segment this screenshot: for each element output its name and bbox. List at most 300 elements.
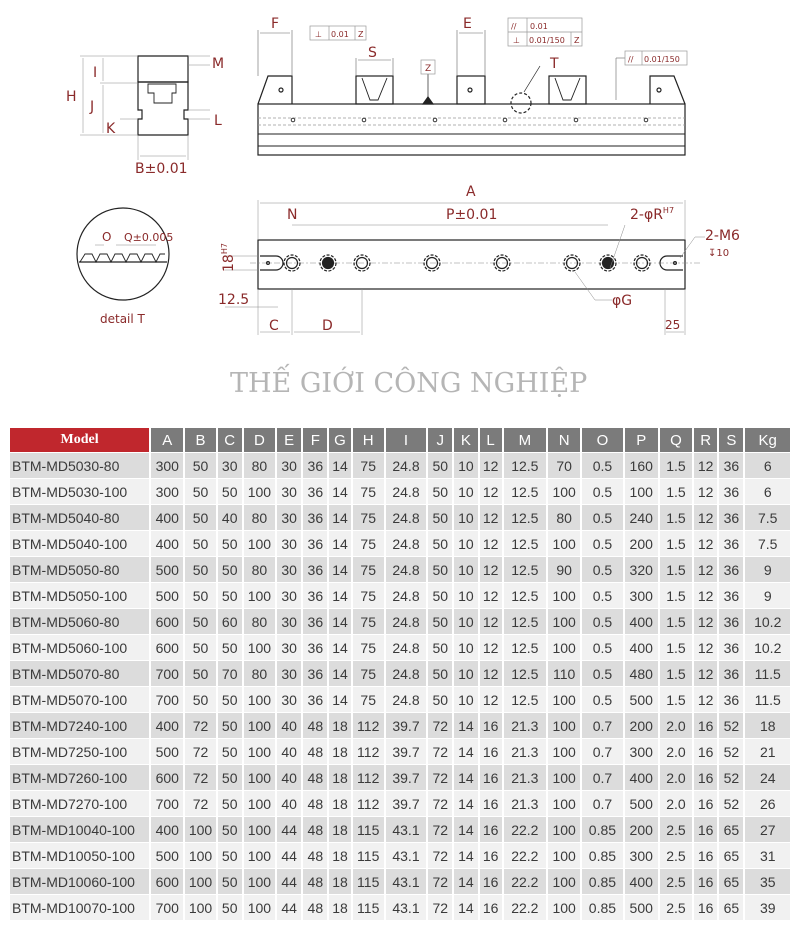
model-cell: BTM-MD10070-100 [10,895,149,920]
value-cell-p: 400 [625,869,658,894]
value-cell-kg: 39 [745,895,790,920]
value-cell-o: 0.7 [582,713,622,738]
column-header-kg: Kg [745,428,790,452]
value-cell-q: 2.5 [660,869,692,894]
front-view [258,18,687,155]
value-cell-b: 50 [185,661,215,686]
value-cell-f: 36 [303,453,327,478]
value-cell-e: 44 [277,869,301,894]
value-cell-e: 30 [277,661,301,686]
value-cell-kg: 26 [745,791,790,816]
value-cell-r: 12 [694,661,717,686]
datum-z-label: Z [425,64,432,74]
value-cell-kg: 24 [745,765,790,790]
table-row [10,817,790,842]
detail-t-marker: T [550,56,559,72]
table-row [10,479,790,504]
dim-12-5-label: 12.5 [218,292,250,308]
value-cell-r: 12 [694,687,717,712]
value-cell-g: 18 [329,739,350,764]
value-cell-m: 12.5 [504,453,546,478]
value-cell-f: 48 [303,817,327,842]
value-cell-n: 100 [548,687,580,712]
value-cell-l: 12 [480,479,502,504]
value-cell-o: 0.5 [582,687,622,712]
value-cell-q: 1.5 [660,505,692,530]
value-cell-q: 2.5 [660,843,692,868]
value-cell-r: 16 [694,895,717,920]
table-row [10,895,790,920]
value-cell-s: 36 [719,583,743,608]
table-header-row [10,428,790,452]
value-cell-l: 12 [480,635,502,660]
value-cell-s: 36 [719,661,743,686]
value-cell-i: 43.1 [386,817,426,842]
value-cell-p: 500 [625,687,658,712]
value-cell-k: 14 [454,791,477,816]
model-cell: BTM-MD7260-100 [10,765,149,790]
table-row [10,609,790,634]
value-cell-kg: 27 [745,817,790,842]
value-cell-i: 24.8 [386,583,426,608]
value-cell-d: 100 [244,791,275,816]
value-cell-f: 36 [303,635,327,660]
value-cell-p: 400 [625,765,658,790]
value-cell-h: 75 [353,635,384,660]
table-row [10,583,790,608]
value-cell-a: 600 [151,765,183,790]
value-cell-q: 1.5 [660,609,692,634]
value-cell-j: 72 [428,843,452,868]
value-cell-d: 100 [244,479,275,504]
value-cell-c: 40 [218,505,242,530]
value-cell-q: 1.5 [660,661,692,686]
value-cell-r: 16 [694,791,717,816]
value-cell-m: 12.5 [504,583,546,608]
value-cell-r: 12 [694,557,717,582]
value-cell-kg: 10.2 [745,609,790,634]
table-row [10,791,790,816]
value-cell-c: 50 [218,687,242,712]
value-cell-a: 400 [151,817,183,842]
model-cell: BTM-MD7250-100 [10,739,149,764]
value-cell-m: 21.3 [504,765,546,790]
value-cell-m: 12.5 [504,609,546,634]
value-cell-e: 44 [277,817,301,842]
value-cell-f: 48 [303,791,327,816]
value-cell-k: 14 [454,739,477,764]
value-cell-p: 400 [625,635,658,660]
value-cell-g: 18 [329,791,350,816]
dim-p-label: P±0.01 [446,207,498,223]
value-cell-n: 70 [548,453,580,478]
value-cell-kg: 35 [745,869,790,894]
column-header-c: C [218,428,242,452]
value-cell-h: 75 [353,531,384,556]
value-cell-h: 115 [353,817,384,842]
model-cell: BTM-MD5060-100 [10,635,149,660]
value-cell-kg: 31 [745,843,790,868]
value-cell-q: 2.5 [660,895,692,920]
value-cell-r: 12 [694,479,717,504]
value-cell-m: 21.3 [504,791,546,816]
value-cell-r: 16 [694,713,717,738]
value-cell-s: 52 [719,791,743,816]
value-cell-a: 400 [151,531,183,556]
value-cell-b: 72 [185,791,215,816]
value-cell-l: 16 [480,739,502,764]
value-cell-e: 30 [277,479,301,504]
value-cell-i: 39.7 [386,713,426,738]
model-cell: BTM-MD5040-80 [10,505,149,530]
value-cell-n: 100 [548,583,580,608]
value-cell-e: 30 [277,531,301,556]
model-cell: BTM-MD7270-100 [10,791,149,816]
model-cell: BTM-MD10050-100 [10,843,149,868]
column-header-f: F [303,428,327,452]
value-cell-f: 48 [303,895,327,920]
value-cell-s: 36 [719,687,743,712]
value-cell-c: 60 [218,609,242,634]
value-cell-i: 24.8 [386,661,426,686]
column-header-b: B [185,428,215,452]
value-cell-i: 24.8 [386,531,426,556]
tolerance-4-value: 0.01/150 [644,55,680,64]
dim-n-label: N [287,207,298,223]
value-cell-o: 0.85 [582,869,622,894]
value-cell-g: 14 [329,557,350,582]
value-cell-f: 36 [303,557,327,582]
column-header-i: I [386,428,426,452]
value-cell-p: 160 [625,453,658,478]
model-cell: BTM-MD5060-80 [10,609,149,634]
value-cell-i: 43.1 [386,895,426,920]
tolerance-3-symbol: ⊥ [513,36,520,45]
value-cell-g: 14 [329,505,350,530]
value-cell-d: 100 [244,869,275,894]
value-cell-s: 36 [719,505,743,530]
value-cell-m: 12.5 [504,557,546,582]
value-cell-k: 14 [454,817,477,842]
value-cell-kg: 6 [745,479,790,504]
value-cell-o: 0.5 [582,505,622,530]
value-cell-k: 10 [454,505,477,530]
value-cell-q: 1.5 [660,531,692,556]
value-cell-p: 200 [625,817,658,842]
value-cell-a: 400 [151,505,183,530]
value-cell-k: 14 [454,843,477,868]
value-cell-b: 72 [185,765,215,790]
value-cell-s: 65 [719,895,743,920]
value-cell-m: 22.2 [504,843,546,868]
value-cell-i: 39.7 [386,791,426,816]
value-cell-e: 40 [277,765,301,790]
table-row [10,843,790,868]
value-cell-f: 36 [303,661,327,686]
value-cell-o: 0.5 [582,609,622,634]
value-cell-s: 52 [719,739,743,764]
value-cell-b: 50 [185,687,215,712]
column-header-j: J [428,428,452,452]
value-cell-c: 50 [218,531,242,556]
value-cell-f: 36 [303,609,327,634]
value-cell-b: 100 [185,817,215,842]
value-cell-p: 240 [625,505,658,530]
column-header-e: E [277,428,301,452]
value-cell-f: 36 [303,479,327,504]
table-row [10,635,790,660]
value-cell-o: 0.5 [582,557,622,582]
value-cell-e: 40 [277,713,301,738]
technical-drawing [0,0,800,420]
value-cell-f: 36 [303,687,327,712]
value-cell-kg: 11.5 [745,661,790,686]
value-cell-l: 12 [480,557,502,582]
value-cell-c: 50 [218,817,242,842]
value-cell-r: 12 [694,453,717,478]
value-cell-i: 24.8 [386,687,426,712]
value-cell-h: 75 [353,687,384,712]
value-cell-n: 100 [548,713,580,738]
value-cell-j: 50 [428,583,452,608]
value-cell-b: 50 [185,479,215,504]
value-cell-b: 50 [185,609,215,634]
value-cell-q: 1.5 [660,479,692,504]
value-cell-q: 1.5 [660,557,692,582]
value-cell-b: 72 [185,739,215,764]
column-header-h: H [353,428,384,452]
value-cell-c: 50 [218,635,242,660]
value-cell-h: 75 [353,557,384,582]
value-cell-a: 500 [151,843,183,868]
value-cell-c: 50 [218,765,242,790]
value-cell-k: 14 [454,895,477,920]
value-cell-k: 14 [454,869,477,894]
value-cell-p: 300 [625,739,658,764]
value-cell-r: 16 [694,843,717,868]
value-cell-kg: 9 [745,557,790,582]
value-cell-l: 12 [480,609,502,634]
value-cell-e: 30 [277,609,301,634]
value-cell-h: 75 [353,609,384,634]
value-cell-i: 24.8 [386,635,426,660]
value-cell-l: 16 [480,869,502,894]
value-cell-i: 39.7 [386,765,426,790]
value-cell-q: 2.0 [660,739,692,764]
value-cell-k: 10 [454,687,477,712]
value-cell-h: 115 [353,869,384,894]
value-cell-j: 72 [428,895,452,920]
value-cell-e: 30 [277,453,301,478]
value-cell-n: 100 [548,791,580,816]
value-cell-j: 72 [428,869,452,894]
table-row [10,453,790,478]
model-cell: BTM-MD10040-100 [10,817,149,842]
value-cell-a: 300 [151,453,183,478]
value-cell-k: 10 [454,635,477,660]
value-cell-b: 50 [185,583,215,608]
value-cell-j: 50 [428,609,452,634]
value-cell-j: 50 [428,635,452,660]
value-cell-r: 16 [694,739,717,764]
value-cell-p: 100 [625,479,658,504]
column-header-p: P [625,428,658,452]
dim-c-label: C [269,318,279,334]
value-cell-c: 70 [218,661,242,686]
value-cell-n: 100 [548,531,580,556]
value-cell-e: 30 [277,505,301,530]
value-cell-n: 90 [548,557,580,582]
column-header-a: A [151,428,183,452]
dim-25-label: 25 [665,318,681,332]
dim-q-label: Q±0.005 [124,231,174,244]
value-cell-d: 100 [244,635,275,660]
value-cell-j: 50 [428,531,452,556]
value-cell-h: 75 [353,661,384,686]
value-cell-m: 21.3 [504,713,546,738]
value-cell-d: 80 [244,453,275,478]
value-cell-q: 1.5 [660,453,692,478]
value-cell-m: 12.5 [504,479,546,504]
value-cell-f: 48 [303,869,327,894]
value-cell-i: 24.8 [386,479,426,504]
dim-b-label: B±0.01 [135,161,188,177]
watermark: THẾ GIỚI CÔNG NGHIỆP [230,368,588,399]
value-cell-kg: 9 [745,583,790,608]
value-cell-e: 44 [277,895,301,920]
value-cell-b: 100 [185,843,215,868]
dim-depth-label: ↧10 [708,248,730,259]
value-cell-n: 100 [548,739,580,764]
value-cell-h: 112 [353,765,384,790]
table-row [10,687,790,712]
value-cell-h: 75 [353,479,384,504]
value-cell-d: 100 [244,687,275,712]
model-cell: BTM-MD5070-100 [10,687,149,712]
value-cell-o: 0.7 [582,791,622,816]
value-cell-r: 12 [694,583,717,608]
value-cell-g: 18 [329,843,350,868]
value-cell-n: 100 [548,635,580,660]
value-cell-g: 14 [329,479,350,504]
value-cell-p: 500 [625,791,658,816]
value-cell-p: 300 [625,843,658,868]
value-cell-j: 50 [428,687,452,712]
value-cell-j: 50 [428,479,452,504]
value-cell-c: 50 [218,583,242,608]
value-cell-o: 0.85 [582,817,622,842]
value-cell-o: 0.5 [582,453,622,478]
value-cell-s: 36 [719,531,743,556]
value-cell-e: 40 [277,739,301,764]
side-view [80,56,210,160]
value-cell-s: 36 [719,453,743,478]
column-header-s: S [719,428,743,452]
value-cell-f: 48 [303,765,327,790]
value-cell-l: 12 [480,661,502,686]
value-cell-n: 100 [548,765,580,790]
value-cell-d: 100 [244,765,275,790]
value-cell-g: 18 [329,817,350,842]
value-cell-l: 16 [480,765,502,790]
value-cell-a: 500 [151,557,183,582]
value-cell-p: 200 [625,531,658,556]
value-cell-b: 100 [185,869,215,894]
value-cell-a: 600 [151,869,183,894]
value-cell-d: 80 [244,557,275,582]
value-cell-k: 10 [454,479,477,504]
value-cell-b: 50 [185,557,215,582]
value-cell-kg: 7.5 [745,505,790,530]
value-cell-m: 22.2 [504,895,546,920]
value-cell-k: 10 [454,453,477,478]
value-cell-q: 1.5 [660,583,692,608]
value-cell-d: 80 [244,505,275,530]
value-cell-j: 72 [428,791,452,816]
value-cell-i: 39.7 [386,739,426,764]
value-cell-j: 50 [428,505,452,530]
value-cell-c: 50 [218,791,242,816]
table-row [10,869,790,894]
dim-k-label: K [106,121,116,137]
value-cell-c: 50 [218,869,242,894]
dim-a-label: A [466,184,476,200]
value-cell-m: 12.5 [504,635,546,660]
value-cell-i: 24.8 [386,557,426,582]
value-cell-h: 112 [353,791,384,816]
model-cell: BTM-MD7240-100 [10,713,149,738]
value-cell-m: 12.5 [504,687,546,712]
value-cell-d: 80 [244,661,275,686]
value-cell-e: 30 [277,557,301,582]
value-cell-e: 30 [277,687,301,712]
value-cell-o: 0.7 [582,765,622,790]
value-cell-g: 18 [329,869,350,894]
dim-i-label: I [93,65,98,81]
value-cell-m: 22.2 [504,869,546,894]
value-cell-d: 100 [244,843,275,868]
dim-d-label: D [322,318,333,334]
value-cell-a: 700 [151,687,183,712]
tolerance-3-ref: Z [574,36,580,45]
value-cell-kg: 11.5 [745,687,790,712]
column-header-n: N [548,428,580,452]
table-row [10,661,790,686]
model-cell: BTM-MD5050-80 [10,557,149,582]
value-cell-c: 50 [218,479,242,504]
value-cell-k: 14 [454,713,477,738]
model-cell: BTM-MD5050-100 [10,583,149,608]
value-cell-c: 30 [218,453,242,478]
value-cell-m: 12.5 [504,661,546,686]
value-cell-h: 112 [353,739,384,764]
tolerance-1-ref: Z [358,30,364,39]
tolerance-2-symbol: // [511,22,517,31]
tolerance-1-symbol: ⊥ [315,30,322,39]
value-cell-i: 43.1 [386,869,426,894]
value-cell-n: 100 [548,843,580,868]
dim-m-label: M [212,56,225,72]
value-cell-l: 16 [480,843,502,868]
value-cell-r: 16 [694,817,717,842]
value-cell-g: 18 [329,713,350,738]
value-cell-f: 36 [303,531,327,556]
column-header-l: L [480,428,502,452]
column-header-d: D [244,428,275,452]
value-cell-n: 110 [548,661,580,686]
value-cell-s: 36 [719,635,743,660]
value-cell-s: 52 [719,713,743,738]
